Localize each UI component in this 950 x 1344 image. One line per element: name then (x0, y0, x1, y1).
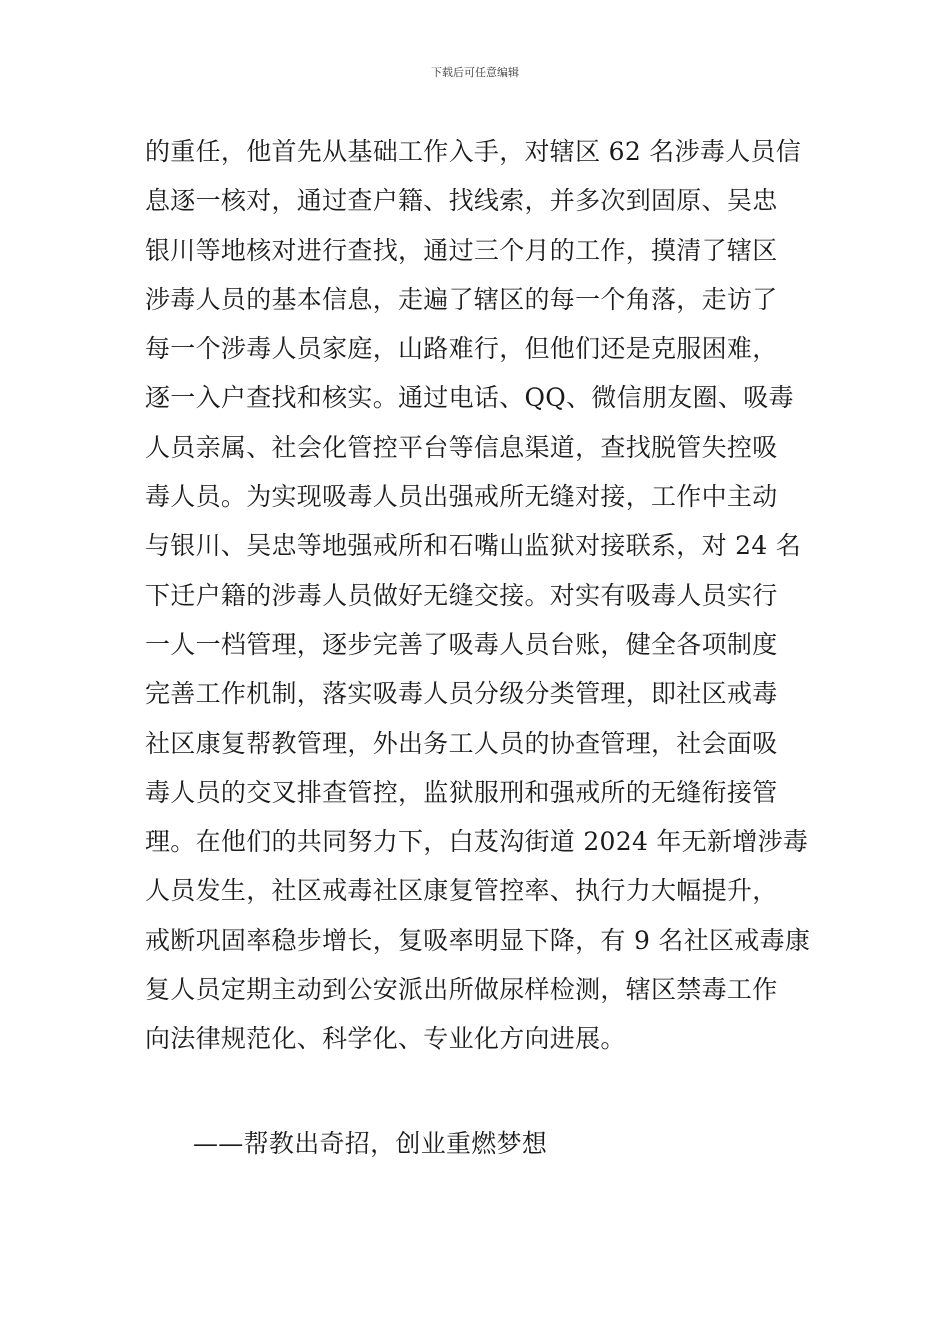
body-line: 毒人员的交叉排查管控，监狱服刑和强戒所的无缝衔接管 (145, 777, 778, 807)
body-line: 理。在他们的共同努力下，白芨沟街道 2024 年无新增涉毒 (145, 827, 809, 857)
body-line: 完善工作机制，落实吸毒人员分级分类管理，即社区戒毒 (145, 679, 778, 709)
body-line: 戒断巩固率稳步增长，复吸率明显下降，有 9 名社区戒毒康 (145, 925, 811, 955)
section-subheading: ——帮教出奇招，创业重燃梦想 (193, 1129, 548, 1158)
body-line: 社区康复帮教管理，外出务工人员的协查管理，社会面吸 (145, 728, 778, 758)
body-line: 人员发生，社区戒毒社区康复管控率、执行力大幅提升， (145, 876, 778, 906)
body-line: 毒人员。为实现吸毒人员出强戒所无缝对接，工作中主动 (145, 482, 778, 512)
body-line: 每一个涉毒人员家庭，山路难行，但他们还是克服困难， (145, 334, 778, 364)
body-line: 向法律规范化、科学化、专业化方向进展。 (145, 1024, 626, 1054)
body-paragraph (145, 127, 825, 1064)
body-line: 逐一入户查找和核实。通过电话、QQ、微信朋友圈、吸毒 (145, 383, 794, 413)
body-line: 与银川、吴忠等地强戒所和石嘴山监狱对接联系，对 24 名 (145, 531, 802, 561)
body-line: 下迁户籍的涉毒人员做好无缝交接。对实有吸毒人员实行 (145, 580, 778, 610)
body-line: 人员亲属、社会化管控平台等信息渠道，查找脱管失控吸 (145, 432, 778, 462)
body-line: 复人员定期主动到公安派出所做尿样检测，辖区禁毒工作 (145, 975, 778, 1005)
body-line: 的重任，他首先从基础工作入手，对辖区 62 名涉毒人员信 (145, 137, 802, 166)
page-header: 下载后可任意编辑 (431, 66, 519, 79)
body-line: 一人一档管理，逐步完善了吸毒人员台账，健全各项制度 (145, 629, 778, 659)
body-line: 银川等地核对进行查找，通过三个月的工作，摸清了辖区 (145, 235, 778, 265)
body-line: 息逐一核对，通过查户籍、找线索，并多次到固原、吴忠 (145, 186, 778, 216)
body-line: 涉毒人员的基本信息，走遍了辖区的每一个角落，走访了 (145, 284, 778, 314)
